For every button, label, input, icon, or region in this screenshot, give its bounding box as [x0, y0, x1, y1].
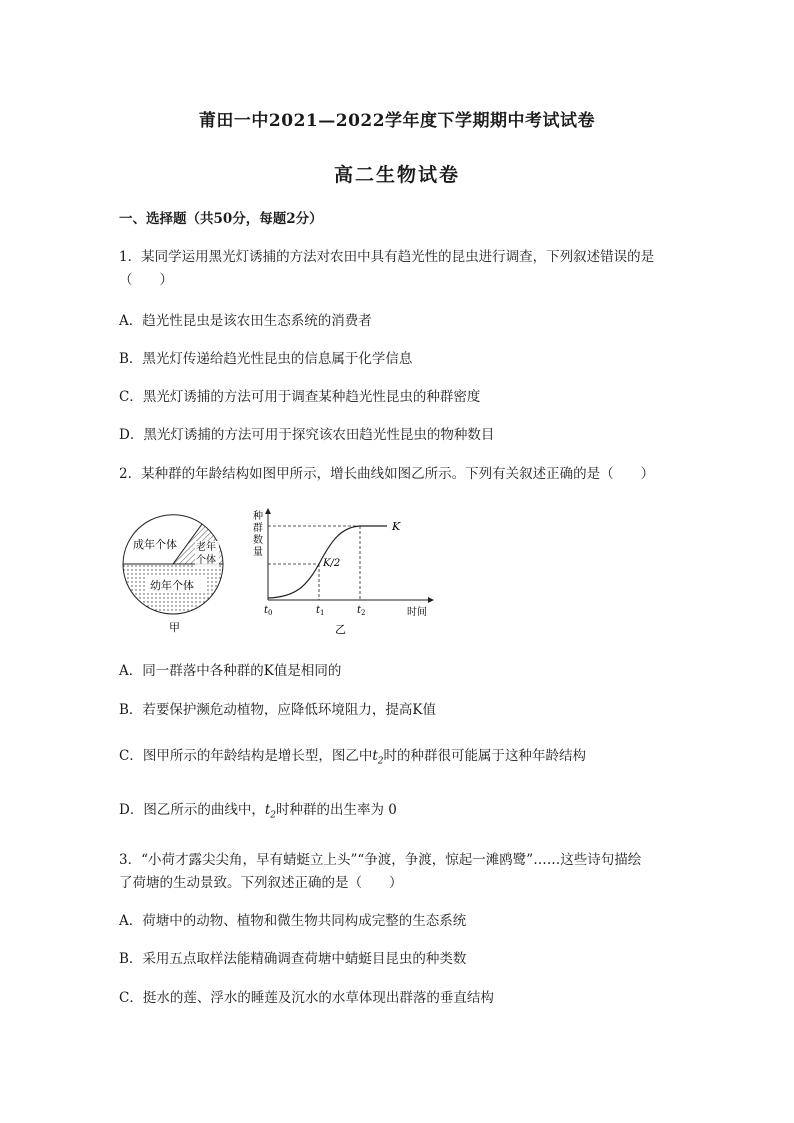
q2-option-c-text2: 时的种群很可能属于这种年龄结构 — [383, 748, 587, 764]
pie-label-old-1: 老年 — [196, 542, 216, 553]
tick-t0: $t_0$ — [264, 605, 273, 617]
caption-jia: 甲 — [169, 621, 180, 634]
q2-figure — [119, 505, 439, 640]
pie-label-adult: 成年个体 — [133, 538, 177, 551]
section-heading: 一、选择题（共50分，每题2分） — [119, 211, 323, 227]
q1-stem-line2: （ ） — [119, 272, 173, 288]
q2-option-b: B．若要保护濒危动植物，应降低环境阻力，提高K值 — [119, 702, 437, 718]
q1-option-c: C．黑光灯诱捕的方法可用于调查某种趋光性昆虫的种群密度 — [119, 389, 481, 405]
q3-option-c: C．挺水的莲、浮水的睡莲及沉水的水草体现出群落的垂直结构 — [119, 990, 494, 1006]
q1-stem-line1: 1．某同学运用黑光灯诱捕的方法对农田中具有趋光性的昆虫进行调查，下列叙述错误的是 — [119, 249, 655, 265]
q2-option-d-text1: D．图乙所示的曲线中， — [119, 802, 265, 818]
caption-yi: 乙 — [335, 623, 346, 636]
q2-option-c-text1: C．图甲所示的年龄结构是增长型，图乙中 — [119, 748, 373, 764]
q2-option-d-text2: 时种群的出生率为 0 — [276, 802, 397, 818]
q3-option-b: B．采用五点取样法能精确调查荷塘中蜻蜓目昆虫的种类数 — [119, 951, 467, 967]
q1-option-b: B．黑光灯传递给趋光性昆虫的信息属于化学信息 — [119, 351, 413, 367]
y-label-3: 数 — [253, 535, 263, 546]
curve-label-k2: K/2 — [323, 558, 341, 569]
q2-option-d-var: $t_2$ — [264, 802, 276, 821]
exam-title: 莆田一中2021—2022学年度下学期期中考试试卷 — [198, 111, 596, 131]
q2-option-a: A．同一群落中各种群的K值是相同的 — [119, 663, 342, 679]
q2-option-d — [119, 801, 679, 825]
q2-stem: 2．某种群的年龄结构如图甲所示，增长曲线如图乙所示。下列有关叙述正确的是（ ） — [119, 466, 655, 482]
curve-label-k: K — [392, 520, 401, 533]
q1-option-d: D．黑光灯诱捕的方法可用于探究该农田趋光性昆虫的物种数目 — [119, 427, 495, 443]
q3-stem-line2: 了荷塘的生动景致。下列叙述正确的是（ ） — [119, 875, 403, 891]
exam-subtitle: 高二生物试卷 — [333, 164, 460, 186]
age-structure-pie — [123, 515, 223, 634]
tick-t1: $t_1$ — [316, 605, 325, 617]
y-label-1: 种 — [253, 511, 263, 522]
y-label-4: 量 — [253, 547, 263, 558]
tick-t2: $t_2$ — [357, 605, 366, 617]
pie-label-young: 幼年个体 — [150, 579, 194, 592]
q2-option-c — [119, 747, 679, 771]
q3-option-a: A．荷塘中的动物、植物和微生物共同构成完整的生态系统 — [119, 913, 467, 929]
pie-label-old-2: 个体 — [196, 555, 216, 566]
y-label-2: 群 — [253, 523, 263, 534]
x-axis-label: 时间 — [407, 607, 427, 618]
q1-option-a: A．趋光性昆虫是该农田生态系统的消费者 — [119, 313, 372, 329]
q3-stem-line1: 3．“小荷才露尖尖角，早有蜻蜓立上头”“争渡，争渡，惊起一滩鸥鹭”……这些诗句描绘 — [119, 852, 642, 868]
growth-curve-chart — [253, 509, 433, 636]
q2-option-c-var: $t_2$ — [372, 748, 384, 767]
